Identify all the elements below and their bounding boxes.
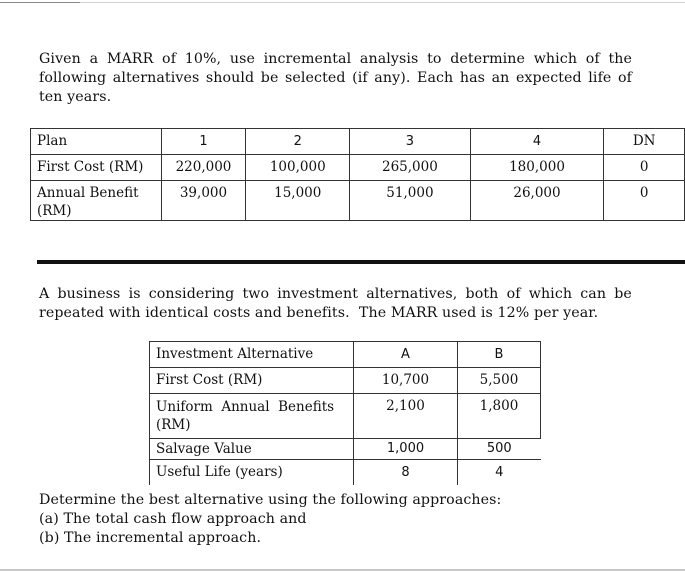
row-label-uniform-annual-benefits: Uniform Annual Benefits (RM) — [150, 394, 354, 439]
cell-value: 4 — [458, 460, 541, 486]
alternatives-table — [149, 341, 541, 485]
row-label-salvage-value: Salvage Value — [150, 439, 354, 460]
plans-table — [30, 128, 685, 221]
cell-value: 0 — [604, 155, 685, 181]
top-rule-accent — [0, 2, 80, 3]
header-plan-1: 1 — [161, 129, 246, 155]
cell-value: 8 — [354, 460, 458, 486]
instruction-line: (b) The incremental approach. — [39, 530, 262, 546]
q2-line-1: A business is considering two investment alternatives, both of which can be — [39, 286, 632, 302]
top-rule — [0, 2, 685, 3]
q1-line-3: ten years. — [39, 89, 112, 105]
table-row — [31, 155, 685, 181]
cell-value: 51,000 — [350, 181, 471, 221]
table-row — [150, 394, 541, 439]
cell-value: 265,000 — [350, 155, 471, 181]
section-divider — [37, 260, 685, 264]
header-plan-2: 2 — [246, 129, 350, 155]
cell-value: 180,000 — [470, 155, 604, 181]
cell-value: 15,000 — [246, 181, 350, 221]
header-alt-a: A — [354, 342, 458, 368]
cell-value: 2,100 — [354, 394, 458, 439]
row-label-first-cost: First Cost (RM) — [150, 368, 354, 394]
q2-line-2: repeated with identical costs and benefits. The MARR used is 12% per year. — [39, 305, 599, 321]
q1-line-1: Given a MARR of 10%, use incremental analysis to determine which of the — [39, 51, 632, 67]
cell-value: 220,000 — [161, 155, 246, 181]
question-2-instructions — [39, 491, 639, 548]
table-row — [150, 460, 541, 486]
table-row — [150, 439, 541, 460]
q1-line-2: following alternatives should be selected (if any). Each has an expected life of — [39, 70, 632, 86]
table-header-row — [31, 129, 685, 155]
table-row — [150, 368, 541, 394]
cell-value: 0 — [604, 181, 685, 221]
table-header-row — [150, 342, 541, 368]
header-plan: Plan — [31, 129, 162, 155]
cell-value: 1,000 — [354, 439, 458, 460]
cell-value: 39,000 — [161, 181, 246, 221]
header-alt-b: B — [458, 342, 541, 368]
instruction-line: (a) The total cash flow approach and — [39, 511, 307, 527]
table-row — [31, 181, 685, 221]
row-label-first-cost: First Cost (RM) — [31, 155, 162, 181]
cell-value: 10,700 — [354, 368, 458, 394]
header-investment-alternative: Investment Alternative — [150, 342, 354, 368]
row-label-useful-life: Useful Life (years) — [150, 460, 354, 486]
row-label-annual-benefit: Annual Benefit (RM) — [31, 181, 162, 221]
instruction-line: Determine the best alternative using the following approaches: — [39, 492, 502, 508]
cell-value: 26,000 — [470, 181, 604, 221]
question-1-text — [39, 50, 639, 107]
cell-value: 100,000 — [246, 155, 350, 181]
header-plan-3: 3 — [350, 129, 471, 155]
cell-value: 500 — [458, 439, 541, 460]
cell-value: 5,500 — [458, 368, 541, 394]
header-plan-4: 4 — [470, 129, 604, 155]
header-plan-dn: DN — [604, 129, 685, 155]
cell-value: 1,800 — [458, 394, 541, 439]
question-2-text — [39, 285, 639, 323]
